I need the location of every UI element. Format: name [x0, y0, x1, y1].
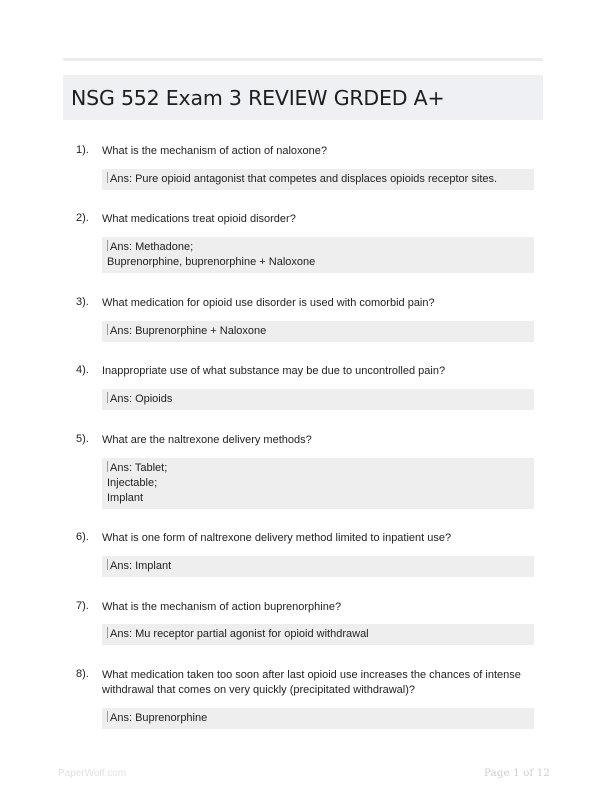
answer-line: Ans: Tablet; [107, 461, 528, 476]
answer-marker [107, 461, 108, 472]
answer-box [102, 458, 534, 509]
question-text: What medication taken too soon after last opioid use increases the chances of intense withdrawal that comes on very quickly (precipitated withdrawal)? [102, 669, 521, 696]
answer-line: Ans: Implant [107, 559, 528, 574]
question-number: 6). [76, 531, 89, 543]
answer-line: Buprenorphine, buprenorphine + Naloxone [107, 256, 316, 268]
answer-line: Ans: Mu receptor partial agonist for opioid withdrawal [107, 627, 528, 642]
answer-line: Ans: Buprenorphine + Naloxone [107, 324, 528, 339]
question-text: What medications treat opioid disorder? [102, 213, 296, 225]
page-title: NSG 552 Exam 3 REVIEW GRDED A+ [71, 85, 445, 110]
question-text: What is the mechanism of action buprenorphine? [102, 601, 342, 613]
answer-line: Implant [107, 492, 144, 504]
answer-marker [107, 172, 108, 183]
answer-box [102, 556, 534, 577]
answer-marker [107, 627, 108, 638]
answer-box [102, 321, 534, 342]
answer-box [102, 624, 534, 645]
answer-marker [107, 324, 108, 335]
question-text: What is the mechanism of action of naloxone? [102, 145, 328, 157]
top-divider [63, 58, 543, 61]
question-number: 7). [76, 600, 89, 612]
question-number: 3). [76, 296, 89, 308]
question-text: What medication for opioid use disorder is used with comorbid pain? [102, 297, 435, 309]
answer-marker [107, 392, 108, 403]
answer-marker [107, 559, 108, 570]
question-number: 8). [76, 668, 89, 680]
answer-box [102, 237, 534, 273]
answer-marker [107, 711, 108, 722]
answer-box [102, 389, 534, 410]
question-number: 4). [76, 364, 89, 376]
answer-box [102, 169, 534, 190]
question-text: What is one form of naltrexone delivery method limited to inpatient use? [102, 532, 452, 544]
answer-line: Ans: Methadone; [107, 240, 528, 255]
answer-box [102, 708, 534, 729]
question-text: What are the naltrexone delivery methods? [102, 434, 312, 446]
answer-line: Ans: Pure opioid antagonist that competes and displaces opioids receptor sites. [107, 172, 528, 187]
answer-line: Ans: Opioids [107, 392, 528, 407]
watermark-text: PaperWolf.com [58, 768, 127, 779]
page-indicator: Page 1 of 12 [483, 767, 550, 779]
answer-line: Ans: Buprenorphine [107, 711, 528, 726]
question-number: 1). [76, 144, 89, 156]
answer-line: Injectable; [107, 477, 158, 489]
question-number: 2). [76, 212, 89, 224]
title-banner [63, 75, 543, 120]
question-text: Inappropriate use of what substance may be due to uncontrolled pain? [102, 365, 446, 377]
answer-marker [107, 240, 108, 251]
question-number: 5). [76, 433, 89, 445]
